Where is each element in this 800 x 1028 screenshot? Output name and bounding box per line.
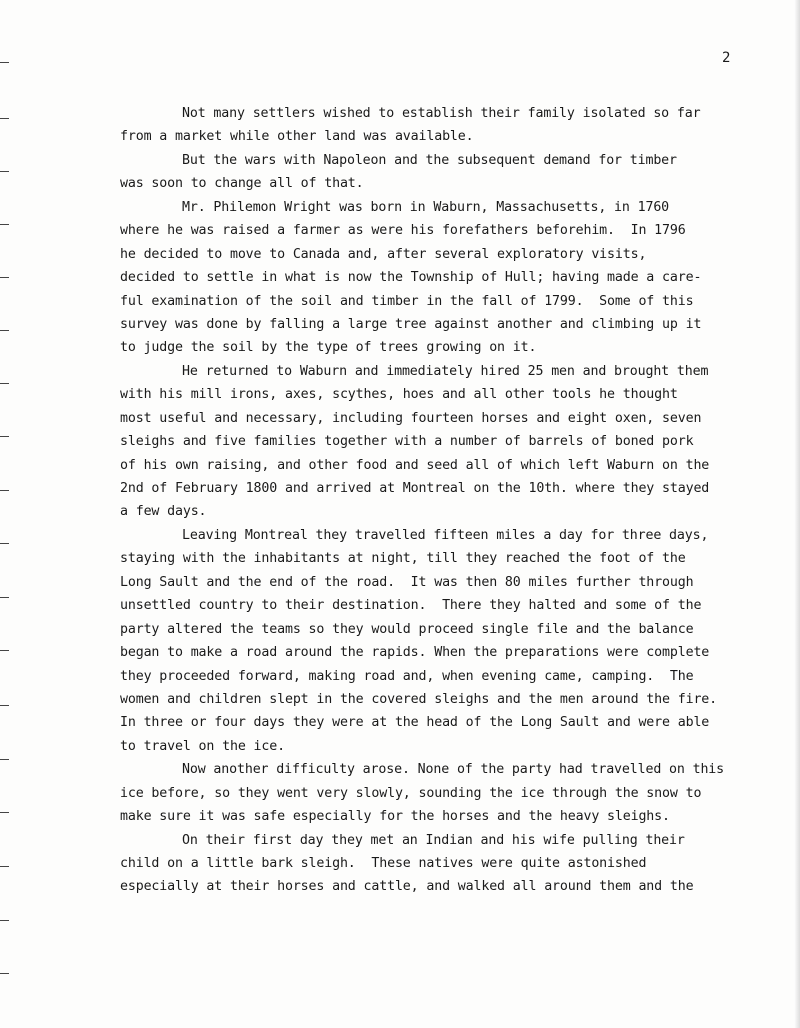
text-line: a few days. bbox=[120, 504, 207, 520]
page-edge-shadow bbox=[794, 0, 800, 1028]
text-line: Now another difficulty arose. None of the party had travelled on this bbox=[182, 762, 725, 778]
text-line: Mr. Philemon Wright was born in Waburn, Massachusetts, in 1760 bbox=[182, 199, 670, 215]
margin-tick bbox=[0, 436, 9, 437]
page-number: 2 bbox=[722, 50, 731, 66]
text-line: Not many settlers wished to establish their family isolated so far bbox=[182, 106, 701, 121]
text-line: they proceeded forward, making road and, when evening came, camping. The bbox=[120, 668, 694, 684]
text-line: was soon to change all of that. bbox=[120, 176, 364, 192]
margin-tick bbox=[0, 812, 9, 813]
text-line: But the wars with Napoleon and the subsequent demand for timber bbox=[182, 152, 677, 168]
margin-tick bbox=[0, 383, 9, 384]
text-line: began to make a road around the rapids. When the preparations were complete bbox=[120, 645, 710, 661]
text-line: 2nd of February 1800 and arrived at Montreal on the 10th. where they stayed bbox=[120, 481, 710, 496]
text-line: especially at their horses and cattle, and walked all around them and the bbox=[120, 879, 694, 895]
text-line: most useful and necessary, including fourteen horses and eight oxen, seven bbox=[120, 410, 702, 426]
text-line: decided to settle in what is now the Township of Hull; having made a care- bbox=[120, 270, 702, 286]
margin-tick bbox=[0, 973, 9, 974]
text-line: he decided to move to Canada and, after several exploratory visits, bbox=[120, 246, 647, 262]
text-line: with his mill irons, axes, scythes, hoes and all other tools he thought bbox=[120, 387, 678, 403]
text-line: from a market while other land was available. bbox=[120, 129, 474, 145]
text-line: On their first day they met an Indian and his wife pulling their bbox=[182, 832, 685, 848]
margin-tick bbox=[0, 490, 9, 491]
text-line: Leaving Montreal they travelled fifteen miles a day for three days, bbox=[182, 527, 709, 543]
text-line: survey was done by falling a large tree against another and climbing up it bbox=[120, 316, 702, 332]
margin-tick bbox=[0, 118, 9, 119]
text-line: staying with the inhabitants at night, till they reached the foot of the bbox=[120, 551, 686, 567]
margin-tick bbox=[0, 866, 9, 867]
margin-tick bbox=[0, 759, 9, 760]
margin-tick bbox=[0, 705, 9, 706]
text-line: sleighs and five families together with a number of barrels of boned pork bbox=[120, 434, 694, 450]
margin-tick bbox=[0, 543, 9, 544]
margin-tick bbox=[0, 224, 9, 225]
text-line: In three or four days they were at the head of the Long Sault and were able bbox=[120, 715, 710, 731]
text-line: unsettled country to their destination. There they halted and some of the bbox=[120, 598, 702, 614]
text-line: to judge the soil by the type of trees growing on it. bbox=[120, 340, 537, 356]
text-line: make sure it was safe especially for the horses and the heavy sleighs. bbox=[120, 809, 670, 825]
margin-binding-marks bbox=[0, 0, 12, 1028]
margin-tick bbox=[0, 62, 9, 63]
text-line: He returned to Waburn and immediately hired 25 men and brought them bbox=[182, 363, 709, 379]
text-line: to travel on the ice. bbox=[120, 738, 285, 754]
text-line: Long Sault and the end of the road. It was then 80 miles further through bbox=[120, 574, 694, 590]
text-line: child on a little bark sleigh. These natives were quite astonished bbox=[120, 856, 647, 871]
text-line: women and children slept in the covered sleighs and the men around the fire. bbox=[120, 691, 718, 707]
margin-tick bbox=[0, 171, 9, 172]
text-line: party altered the teams so they would proceed single file and the balance bbox=[120, 621, 694, 637]
margin-tick bbox=[0, 920, 9, 921]
text-line: where he was raised a farmer as were his forefathers beforehim. In 1796 bbox=[120, 223, 686, 239]
margin-tick bbox=[0, 650, 9, 651]
text-line: ice before, so they went very slowly, sounding the ice through the snow to bbox=[120, 785, 702, 801]
text-line: of his own raising, and other food and seed all of which left Waburn on the bbox=[120, 457, 710, 473]
margin-tick bbox=[0, 277, 9, 278]
text-line: ful examination of the soil and timber in the fall of 1799. Some of this bbox=[120, 293, 694, 309]
margin-tick bbox=[0, 330, 9, 331]
margin-tick bbox=[0, 597, 9, 598]
body-text bbox=[120, 102, 760, 899]
